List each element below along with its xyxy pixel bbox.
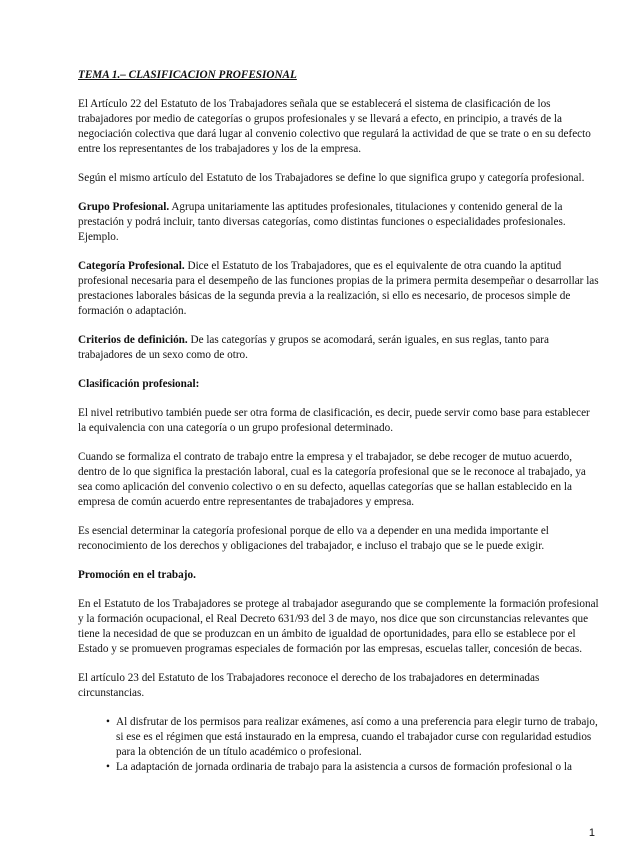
term-categoria-profesional: Categoría Profesional. xyxy=(78,260,185,272)
text-grupo-profesional: Agrupa unitariamente las aptitudes profesionales, titulaciones y contenido general de la prestación y podrá incluir, tanto diversas categorías, como distintas funciones o especialidades profesionales. Ejemplo. xyxy=(78,201,566,243)
paragraph-nivel-retributivo: El nivel retributivo también puede ser otra forma de clasificación, es decir, puede servir como base para establecer la equivalencia con una categoría o un grupo profesional determinado. xyxy=(78,407,590,434)
paragraph-contrato: Cuando se formaliza el contrato de trabajo entre la empresa y el trabajador, se debe recoger de mutuo acuerdo, dentro de lo que significa la prestación laboral, cual es la categoría profesional que se le reconoce al trabajado, ya sea como aplicación del convenio colectivo o en su defecto, aquellas categorías que se hallan establecido en la empresa de común acuerdo entre representantes de trabajadores y empresa. xyxy=(78,451,586,508)
heading-promocion: Promoción en el trabajo. xyxy=(78,569,196,581)
paragraph-articulo-23: El artículo 23 del Estatuto de los Trabajadores reconoce el derecho de los trabajadores en determinadas circunstancias. xyxy=(78,672,540,699)
paragraph-estatuto-formacion: En el Estatuto de los Trabajadores se protege al trabajador asegurando que se complemente la formación profesional y la formación ocupacional, el Real Decreto 631/93 del 3 de mayo, nos dice que son circunstancias relevantes que tiene la necesidad de que se produzcan en un ámbito de igualdad de oportunidades, para ello se establece por el Estado y se promueven programas especiales de formación por las empresas, escuelas taller, concesión de becas. xyxy=(78,598,599,655)
list-item: • Al disfrutar de los permisos para realizar exámenes, así como a una preferencia para elegir turno de trabajo, si ese es el régimen que está instaurado en la empresa, cuando el trabajador curse con regularidad estudios para la obtención de un título académico o profesional. xyxy=(116,715,600,760)
term-criterios: Criterios de definición. xyxy=(78,334,188,346)
text-categoria-profesional: Dice el Estatuto de los Trabajadores, que es el equivalente de otra cuando la aptitud profesional necesaria para el desempeño de las funciones propias de la primera permita desempeñar o desarrollar las prestaciones laborales básicas de la segunda previa a la realización, si ello es necesario, de procesos simple de formación o adaptación. xyxy=(78,260,599,317)
paragraph-intro: El Artículo 22 del Estatuto de los Trabajadores señala que se establecerá el sistema de clasificación de los trabajadores por medio de categorías o grupos profesionales y se llevará a efecto, en principio, a través de la negociación colectiva que dará lugar al convenio colectivo que regulará la actividad de que se trate o en su defecto entre los representantes de los trabajadores y los de la empresa. xyxy=(78,98,591,155)
paragraph-esencial: Es esencial determinar la categoría profesional porque de ello va a depender en una medida importante el reconocimiento de los derechos y obligaciones del trabajador, e incluso el trabajo que se le puede exigir. xyxy=(78,525,549,552)
paragraph-definition: Según el mismo artículo del Estatuto de los Trabajadores se define lo que significa grupo y categoría profesional. xyxy=(78,172,585,184)
heading-clasificacion: Clasificación profesional: xyxy=(78,378,200,390)
page-number: 1 xyxy=(588,827,595,839)
paragraph-categoria-profesional xyxy=(78,259,600,319)
bullet-list xyxy=(78,715,600,775)
document-title: TEMA 1.– CLASIFICACION PROFESIONAL xyxy=(78,69,297,81)
text-criterios: De las categorías y grupos se acomodará, serán iguales, en sus reglas, tanto para trabajadores de un sexo como de otro. xyxy=(78,334,549,361)
list-item: • La adaptación de jornada ordinaria de trabajo para la asistencia a cursos de formación profesional o la xyxy=(116,760,600,775)
term-grupo-profesional: Grupo Profesional. xyxy=(78,201,170,213)
paragraph-criterios xyxy=(78,333,600,363)
document-body xyxy=(78,68,600,775)
paragraph-grupo-profesional xyxy=(78,200,600,245)
